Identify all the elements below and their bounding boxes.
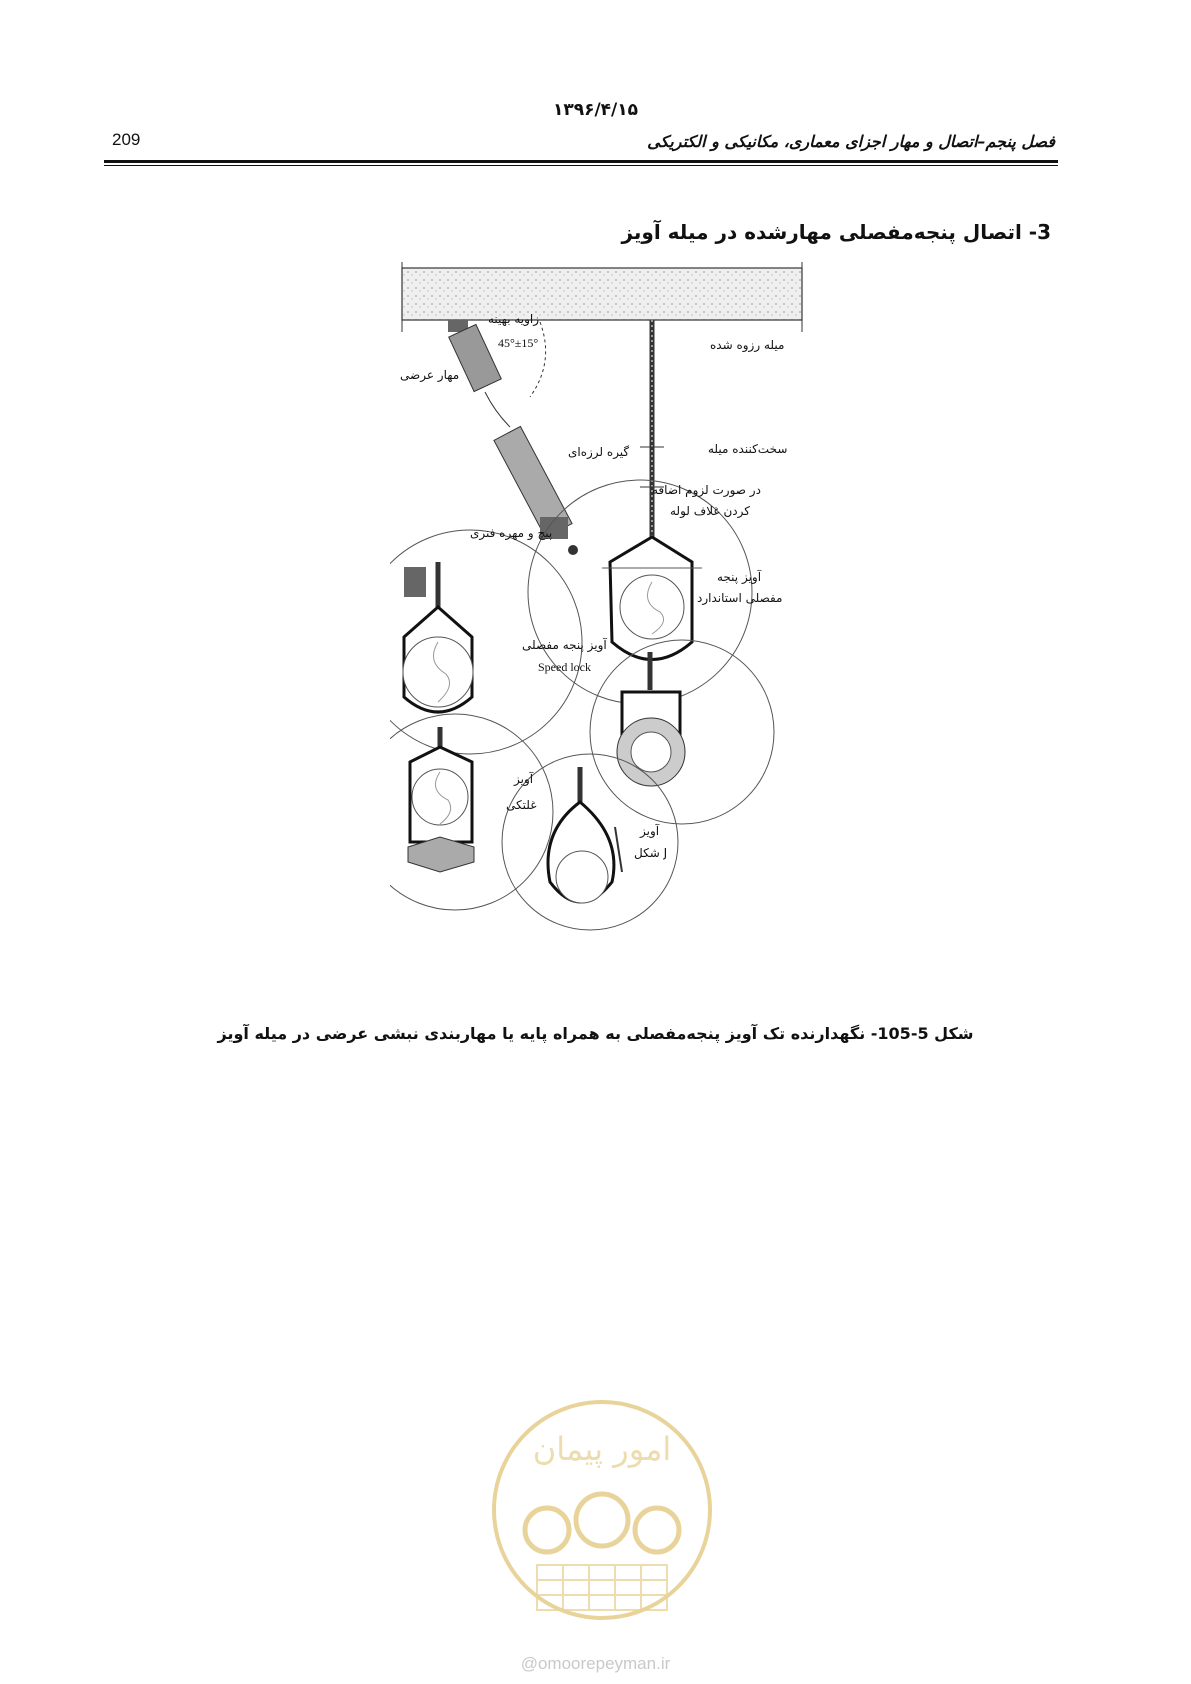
label-j-hanger-2: J شکل <box>634 846 668 860</box>
header-rule-thin <box>104 165 1058 166</box>
watermark-logo-text: امور پیمان <box>532 1430 672 1468</box>
watermark-url: @omoorepeyman.ir <box>520 1654 671 1673</box>
label-lateral-brace: مهار عرضی <box>400 368 460 382</box>
label-std-hanger-2: مفصلی استاندارد <box>697 591 783 605</box>
figure-caption: شکل 5-105- نگهدارنده تک آویز پنجه‌مفصلی به همراه پایه یا مهاربندی نبشی عرضی در میله آویز <box>217 1024 974 1043</box>
label-roller-2: غلتکی <box>506 798 537 812</box>
label-spring-nut: پیچ و مهره فنری <box>470 526 553 540</box>
watermark-logo <box>487 1380 717 1640</box>
page-date: ۱۳۹۶/۴/۱۵ <box>552 100 639 120</box>
label-threaded-rod: میله رزوه شده <box>710 338 785 352</box>
label-roller-1: آویز <box>514 772 534 786</box>
detail-sleeved-hanger <box>590 640 774 824</box>
label-rod-stiffener: سخت‌کننده میله <box>708 442 788 456</box>
label-j-hanger-1: آویز <box>640 824 660 838</box>
label-vibration-clamp: گیره لرزه‌ای <box>568 445 630 459</box>
chapter-title: فصل پنجم–اتصال و مهار اجزای معماری، مکانیکی و الکتریکی <box>647 132 1055 151</box>
concrete-slab <box>402 268 802 320</box>
label-std-hanger-1: آویز پنجه <box>717 570 762 584</box>
label-sleeve-note-2: کردن غلاف لوله <box>670 504 750 518</box>
label-angle-value: 45°±15° <box>498 336 539 350</box>
page-number: 209 <box>112 130 141 149</box>
hanger-figure <box>390 262 810 1012</box>
label-speedlock-1: آویز پنجه مفصلی <box>522 638 607 652</box>
label-optimal-angle: زاویه بهینه <box>488 312 540 326</box>
section-title: 3- اتصال پنجه‌مفصلی مهارشده در میله آویز <box>621 220 1051 244</box>
label-speedlock-2: Speed lock <box>538 660 591 674</box>
label-sleeve-note-1: در صورت لزوم اضافه <box>652 483 761 497</box>
header-rule-thick <box>104 160 1058 163</box>
